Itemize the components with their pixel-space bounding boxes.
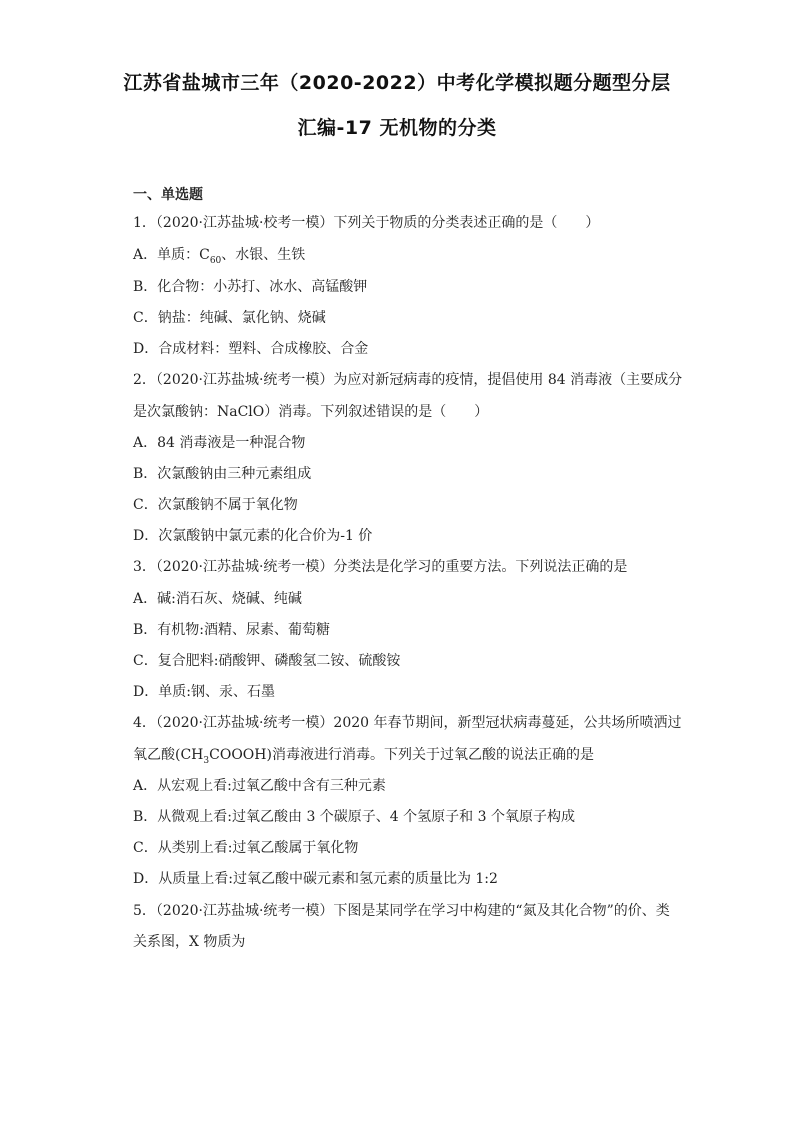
section-heading: 一、单选题 (133, 187, 203, 203)
question-2-stem-line-1: 2．（2020·江苏盐城·统考一模）为应对新冠病毒的疫情，提倡使用 84 消毒液（主要成分 (133, 372, 683, 388)
question-1-stem: 1．（2020·江苏盐城·校考一模）下列关于物质的分类表述正确的是（ ） (133, 215, 600, 231)
question-4-option-a: A．从宏观上看:过氧乙酸中含有三种元素 (133, 778, 386, 794)
question-2-option-c: C．次氯酸钠不属于氧化物 (133, 497, 298, 513)
document-title-line-1: 江苏省盐城市三年（2020-2022）中考化学模拟题分题型分层 (123, 72, 671, 94)
question-1-option-b: B．化合物：小苏打、冰水、高锰酸钾 (133, 279, 368, 295)
question-4-option-b: B．从微观上看:过氧乙酸由 3 个碳原子、4 个氢原子和 3 个氧原子构成 (133, 809, 575, 825)
question-4-stem-line-2: 氧乙酸$(CH_3COOOH)$消毒液进行消毒。下列关于过氧乙酸的说法正确的是 (133, 747, 594, 766)
question-2-option-d: D．次氯酸钠中氯元素的化合价为-1 价 (133, 528, 373, 544)
question-4-stem-line-1: 4．（2020·江苏盐城·统考一模）2020 年春节期间，新型冠状病毒蔓延，公共场所喷洒过 (133, 715, 682, 731)
question-1-option-a (133, 244, 305, 266)
question-5-stem-line-2: 关系图，X 物质为 (133, 934, 246, 950)
question-4-option-d: D．从质量上看:过氧乙酸中碳元素和氢元素的质量比为 1:2 (133, 871, 498, 887)
question-3-stem: 3．（2020·江苏盐城·统考一模）分类法是化学习的重要方法。下列说法正确的是 (133, 559, 628, 575)
question-5-stem-line-1: 5．（2020·江苏盐城·统考一模）下图是某同学在学习中构建的“氮及其化合物”的价、类 (133, 903, 670, 919)
question-1-option-d: D．合成材料：塑料、合成橡胶、合金 (133, 341, 369, 357)
question-2-stem-line-2: 是次氯酸钠：NaClO）消毒。下列叙述错误的是（ ） (133, 404, 489, 420)
question-3-option-d: D．单质:钢、汞、石墨 (133, 684, 275, 700)
question-4-option-c: C．从类别上看:过氧乙酸属于氧化物 (133, 840, 359, 856)
question-3-option-c: C．复合肥料:硝酸钾、磷酸氢二铵、硫酸铵 (133, 653, 401, 669)
question-3-option-a: A．碱:消石灰、烧碱、纯碱 (133, 591, 302, 607)
question-1-option-c: C．钠盐：纯碱、氯化钠、烧碱 (133, 310, 326, 326)
question-2-option-a: A．84 消毒液是一种混合物 (133, 435, 306, 451)
question-2-option-b: B．次氯酸钠由三种元素组成 (133, 466, 312, 482)
question-3-option-b: B．有机物:酒精、尿素、葡萄糖 (133, 622, 331, 638)
document-title-line-2: 汇编-17 无机物的分类 (297, 117, 497, 139)
question-1-option-a-text: A．单质：$C_{60}$、水银、生铁 (133, 247, 306, 266)
